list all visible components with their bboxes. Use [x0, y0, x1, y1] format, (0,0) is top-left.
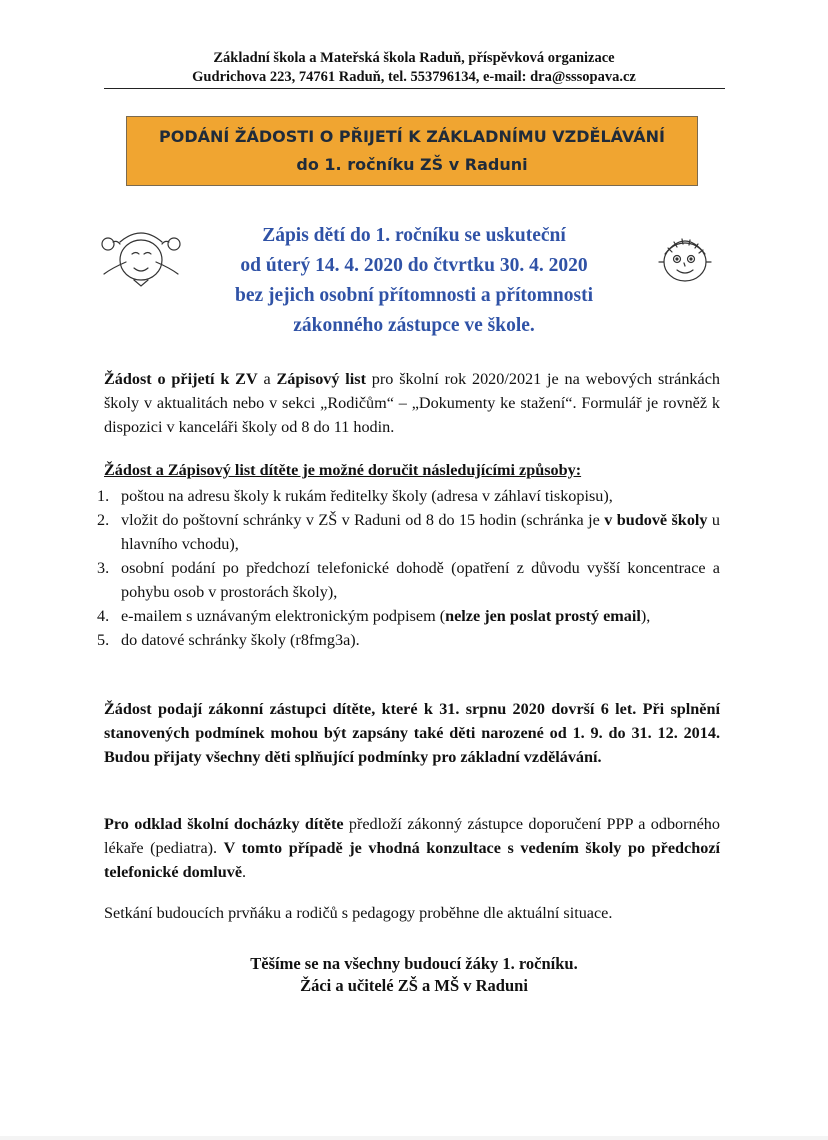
banner-title: PODÁNÍ ŽÁDOSTI O PŘIJETÍ K ZÁKLADNÍMU VZDĚLÁVÁNÍ: [159, 127, 665, 146]
announcement-line-1: Zápis dětí do 1. ročníku se uskuteční: [262, 225, 566, 246]
postponement-paragraph: Pro odklad školní docházky dítěte předloží zákonný zástupce doporučení PPP a odborného lékaře (pediatra). V tomto případě je vhodná konzultace s vedením školy po předchozí telefonické domluvě.: [104, 815, 720, 881]
announcement-line-2: od úterý 14. 4. 2020 do čtvrtku 30. 4. 2020: [240, 255, 588, 276]
list-item: 3. osobní podání po předchozí telefonické dohodě (opatření z důvodu vyšší koncentrace a pohybu osob v prostorách školy),: [97, 559, 720, 601]
list-item: 2. vložit do poštovní schránky v ZŠ v Raduni od 8 do 15 hodin (schránka je v budově školy u hlavního vchodu),: [97, 511, 720, 553]
delivery-methods-heading: Žádost a Zápisový list dítěte je možné doručit následujícími způsoby:: [104, 461, 582, 479]
application-form-name: Žádost o přijetí k ZV: [104, 370, 258, 388]
closing-signature: Žáci a učitelé ZŠ a MŠ v Raduni: [300, 976, 528, 995]
announcement-line-3: bez jejich osobní přítomnosti a přítomnosti: [234, 285, 594, 306]
delivery-methods-list: [97, 484, 720, 652]
school-contact: Gudrichova 223, 74761 Raduň, tel. 553796134, e-mail: dra@sssopava.cz: [192, 69, 636, 85]
closing-line-1: Těšíme se na všechny budoucí žáky 1. ročníku.: [250, 954, 578, 973]
school-name: Základní škola a Mateřská škola Raduň, příspěvková organizace: [213, 50, 615, 66]
enrollment-sheet-name: Zápisový list: [276, 370, 366, 388]
page-bottom-edge: [0, 1136, 828, 1140]
enrollment-announcement: [180, 221, 648, 341]
list-item: 5. do datové schránky školy (r8fmg3a).: [97, 631, 360, 649]
girl-face-icon: [96, 222, 186, 288]
closing-greeting: [0, 953, 828, 997]
list-item: 1. poštou na adresu školy k rukám ředitelky školy (adresa v záhlaví tiskopisu),: [97, 487, 613, 505]
announcement-line-4: zákonného zástupce ve škole.: [293, 315, 535, 336]
school-header: [0, 49, 828, 87]
meeting-paragraph: Setkání budoucích prvňáku a rodičů s pedagogy proběhne dle aktuální situace.: [104, 904, 613, 922]
title-banner: [126, 116, 698, 186]
list-item: 4. e-mailem s uznávaným elektronickým podpisem (nelze jen poslat prostý email),: [97, 607, 651, 625]
application-info-paragraph: Žádost o přijetí k ZV a Zápisový list pro školní rok 2020/2021 je na webových stránkách školy v aktualitách nebo v sekci „Rodičům“ – „Dokumenty ke stažení“. Formulář je rovněž k dispozici v kanceláři školy od 8 do 11 hodin.: [104, 370, 720, 436]
header-divider: [104, 88, 725, 89]
eligibility-paragraph: Žádost podají zákonní zástupci dítěte, které k 31. srpnu 2020 dovrší 6 let. Při splnění stanovených podmínek mohou být zapsány také děti narozené od 1. 9. do 31. 12. 2014. Budou přijaty všechny děti splňující podmínky pro základní vzdělávání.: [104, 700, 720, 766]
boy-face-icon: [656, 232, 714, 288]
banner-subtitle: do 1. ročníku ZŠ v Raduni: [296, 155, 528, 174]
